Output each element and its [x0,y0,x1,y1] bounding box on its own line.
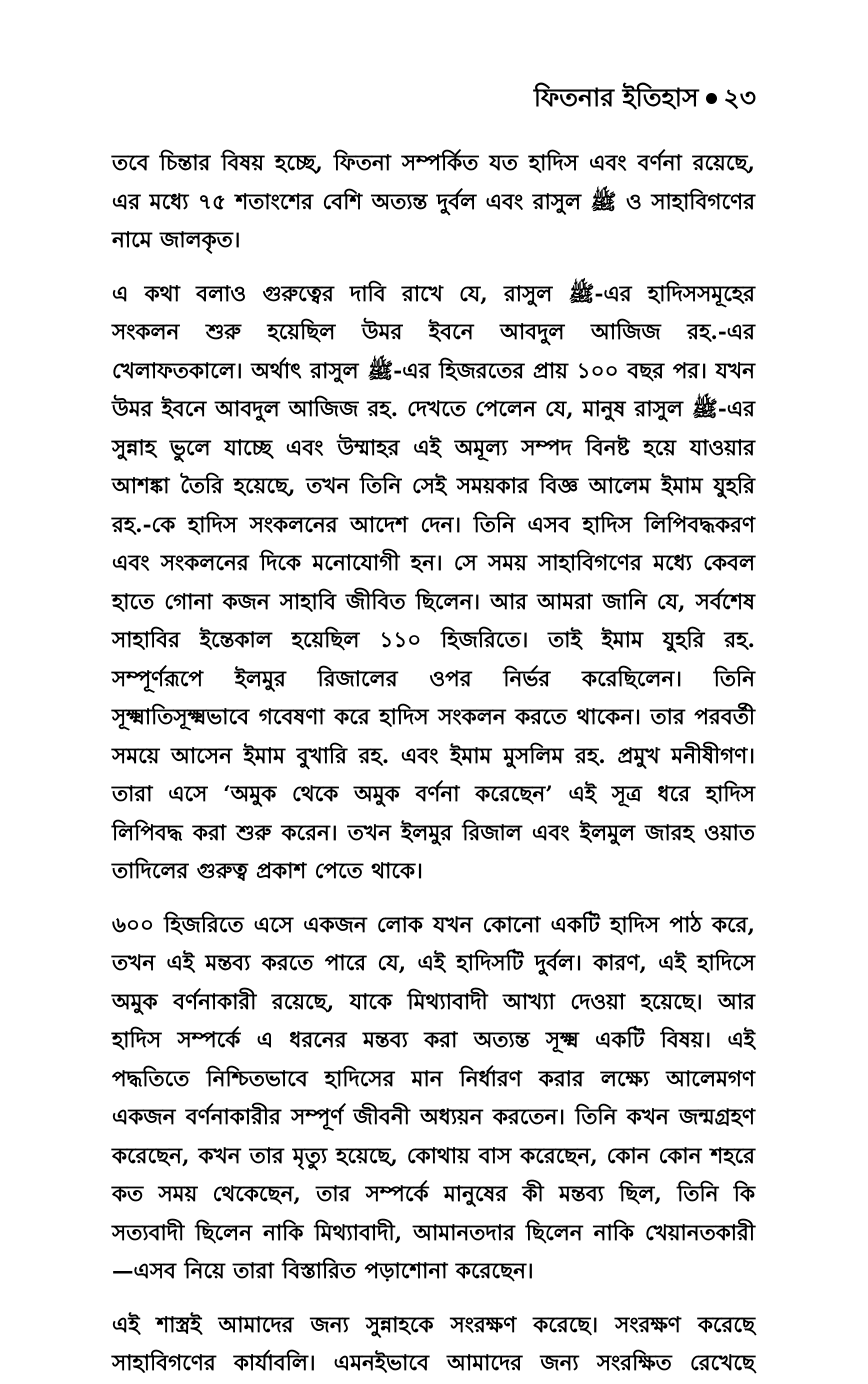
paragraph-1: তবে চিন্তার বিষয় হচ্ছে, ফিতনা সম্পর্কিত যত হাদিস এবং বর্ণনা রয়েছে, এর মধ্যে ৭৫ শতাংশের বেশি অত্যন্ত দুর্বল এবং রাসুল ﷺ ও সাহাবিগণের নামে জালকৃত। [112,151,755,253]
book-title: ফিতনার ইতিহাস [533,83,699,112]
bullet-separator-icon [706,93,717,104]
paragraph-4: এই শাস্ত্রই আমাদের জন্য সুন্নাহকে সংরক্ষণ করেছে। সংরক্ষণ করেছে সাহাবিগণের কার্যাবলি। এমনইভাবে আমাদের জন্য সংরক্ষিত রেখেছে [112,1312,755,1376]
paragraph-3: ৬০০ হিজরিতে এসে একজন লোক যখন কোনো একটি হাদিস পাঠ করে, তখন এই মন্তব্য করতে পারে যে, এই হাদিসটি দুর্বল। কারণ, এই হাদিসে অমুক বর্ণনাকারী রয়েছে, যাকে মিথ্যাবাদী আখ্যা দেওয়া হয়েছে। আর হাদিস সম্পর্কে এ ধরনের মন্তব্য করা অত্যন্ত সূক্ষ্ম একটি বিষয়। এই পদ্ধতিতে নিশ্চিতভাবে হাদিসের মান নির্ধারণ করার লক্ষ্যে আলেমগণ একজন বর্ণনাকারীর সম্পূর্ণ জীবনী অধ্যয়ন করতেন। তিনি কখন জন্মগ্রহণ করেছেন, কখন তার মৃত্যু হয়েছে, কোথায় বাস করেছেন, কোন কোন শহরে কত সময় থেকেছেন, তার সম্পর্কে মানুষের কী মন্তব্য ছিল, তিনি কি সত্যবাদী ছিলেন নাকি মিথ্যাবাদী, আমানতদার ছিলেন নাকি খেয়ানতকারী—এসব নিয়ে তারা বিস্তারিত পড়াশোনা করেছেন। [112,912,755,1284]
body-text [112,145,755,1384]
running-header [534,80,756,116]
paragraph-2: এ কথা বলাও গুরুত্বের দাবি রাখে যে, রাসুল ﷺ-এর হাদিসসমূহের সংকলন শুরু হয়েছিল উমর ইবনে আবদুল আজিজ রহ.-এর খেলাফতকালে। অর্থাৎ রাসুল ﷺ-এর হিজরতের প্রায় ১০০ বছর পর। যখন উমর ইবনে আবদুল আজিজ রহ. দেখতে পেলেন যে, মানুষ রাসুল ﷺ-এর সুন্নাহ ভুলে যাচ্ছে এবং উম্মাহর এই অমূল্য সম্পদ বিনষ্ট হয়ে যাওয়ার আশঙ্কা তৈরি হয়েছে, তখন তিনি সেই সময়কার বিজ্ঞ আলেম ইমাম যুহরি রহ.-কে হাদিস সংকলনের আদেশ দেন। তিনি এসব হাদিস লিপিবদ্ধকরণ এবং সংকলনের দিকে মনোযোগী হন। সে সময় সাহাবিগণের মধ্যে কেবল হাতে গোনা কজন সাহাবি জীবিত ছিলেন। আর আমরা জানি যে, সর্বশেষ সাহাবির ইন্তেকাল হয়েছিল ১১০ হিজরিতে। তাই ইমাম যুহরি রহ. সম্পূর্ণরূপে ইলমুর রিজালের ওপর নির্ভর করেছিলেন। তিনি সূক্ষ্মাতিসূক্ষ্মভাবে গবেষণা করে হাদিস সংকলন করতে থাকেন। তার পরবর্তী সময়ে আসেন ইমাম বুখারি রহ. এবং ইমাম মুসলিম রহ. প্রমুখ মনীষীগণ। তারা এসে ‘অমুক থেকে অমুক বর্ণনা করেছেন’ এই সূত্র ধরে হাদিস লিপিবদ্ধ করা শুরু করেন। তখন ইলমুর রিজাল এবং ইলমুল জারহ ওয়াত তাদিলের গুরুত্ব প্রকাশ পেতে থাকে। [112,281,756,884]
page-number: ২৩ [723,83,756,112]
